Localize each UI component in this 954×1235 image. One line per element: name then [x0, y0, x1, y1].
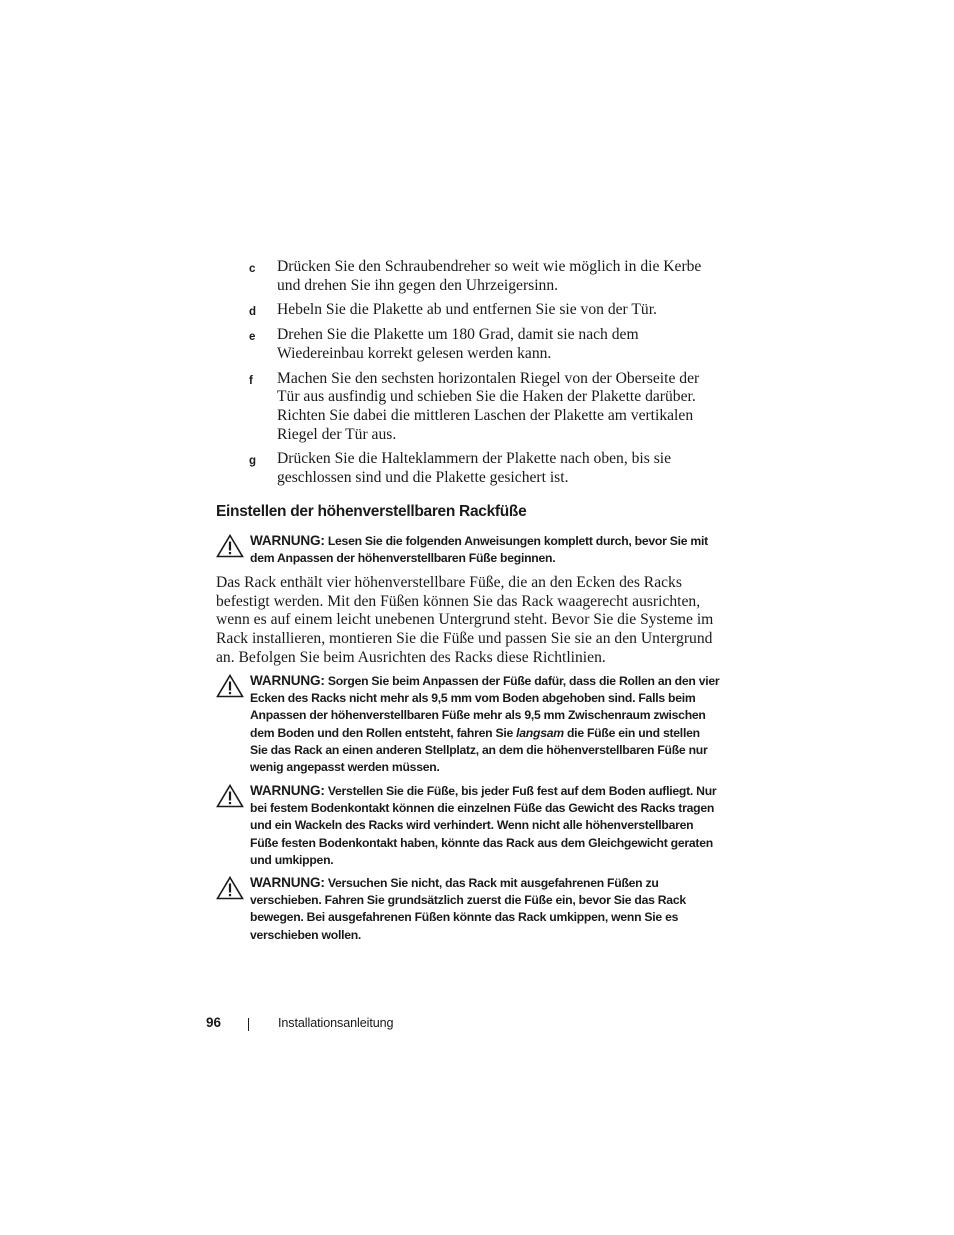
- step-letter: g: [249, 455, 257, 468]
- warning-triangle-icon: [216, 674, 244, 698]
- warning-note: [216, 672, 720, 776]
- step-text: Drücken Sie den Schraubendreher so weit wie möglich in die Kerbe und drehen Sie ihn gegen den Uhrzeigersinn.: [277, 258, 702, 294]
- warning-text: [250, 782, 720, 869]
- step-text: Drehen Sie die Plakette um 180 Grad, damit sie nach dem Wiedereinbau korrekt gelesen werden kann.: [277, 326, 639, 362]
- body-paragraph: Das Rack enthält vier höhenverstellbare Füße, die an den Ecken des Racks befestigt werden. Mit den Füßen können Sie das Rack waagerecht ausrichten, wenn es auf einem leicht unebenen Untergrund steht. Bevor Sie die Systeme im Rack installieren, montieren Sie die Füße und passen Sie sie an den Untergrund an. Befolgen Sie beim Ausrichten des Racks diese Richtlinien.: [216, 574, 714, 666]
- footer-separator: [248, 1018, 249, 1031]
- page-number: 96: [206, 1015, 222, 1030]
- step-item: [249, 450, 719, 487]
- warning-triangle-icon: [216, 534, 244, 558]
- warning-body: Verstellen Sie die Füße, bis jeder Fuß fest auf dem Boden aufliegt. Nur bei festem Bodenkontakt können die einzelnen Füße das Gewicht des Racks tragen und ein Wackeln des Racks wird verhindert. Wenn nicht alle höhenverstellbaren Füße festen Bodenkontakt haben, könnte das Rack aus dem Gleichgewicht geraten und umkippen.: [250, 784, 717, 867]
- footer-title: Installationsanleitung: [278, 1016, 394, 1030]
- step-list: [249, 258, 719, 494]
- warning-label: WARNUNG:: [250, 875, 325, 890]
- step-item: [249, 370, 719, 445]
- step-letter: c: [249, 263, 256, 275]
- section-heading: Einstellen der höhenverstellbaren Rackfüße: [216, 503, 527, 520]
- step-item: [249, 258, 719, 295]
- step-item: [249, 326, 719, 363]
- step-text: Machen Sie den sechsten horizontalen Riegel von der Oberseite der Tür aus ausfindig und schieben Sie die Haken der Plakette darüber. Richten Sie dabei die mittleren Laschen der Plakette am vertikalen Riegel der Tür aus.: [277, 369, 700, 443]
- warning-note: [216, 532, 720, 567]
- warning-text: [250, 532, 720, 567]
- warning-body: Sorgen Sie beim Anpassen der Füße dafür, dass die Rollen an den vier Ecken des Racks nicht mehr als 9,5 mm vom Boden abgehoben sind. Falls beim Anpassen der höhenverstellbaren Füße mehr als 9,5 mm Zwischenraum zwischen dem Boden und den Rollen entsteht, fahren Sie: [250, 674, 720, 740]
- step-letter: f: [249, 374, 253, 387]
- step-letter: d: [249, 306, 257, 319]
- warning-body: Versuchen Sie nicht, das Rack mit ausgefahrenen Füßen zu verschieben. Fahren Sie grundsätzlich zuerst die Füße ein, bevor Sie das Rack bewegen. Bei ausgefahrenen Füßen könnte das Rack umkippen, wenn Sie es verschieben wollen.: [250, 876, 686, 942]
- warning-body: Lesen Sie die folgenden Anweisungen komplett durch, bevor Sie mit dem Anpassen der höhenverstellbaren Füße beginnen.: [250, 534, 708, 566]
- step-text: Hebeln Sie die Plakette ab und entfernen Sie sie von der Tür.: [277, 301, 657, 319]
- step-letter: e: [249, 331, 256, 344]
- warning-note: [216, 782, 720, 869]
- warning-body-continued: die Füße ein und stellen Sie das Rack an einen anderen Stellplatz, an dem die höhenverstellbaren Füße nur wenig angepasst werden müssen.: [250, 725, 708, 775]
- warning-text: [250, 672, 720, 776]
- warning-triangle-icon: [216, 784, 244, 808]
- warning-emphasis: langsam: [516, 725, 564, 740]
- warning-note: [216, 874, 720, 944]
- warning-label: WARNUNG:: [250, 673, 325, 688]
- warning-triangle-icon: [216, 876, 244, 900]
- step-item: [249, 301, 719, 320]
- warning-text: [250, 874, 720, 944]
- warning-label: WARNUNG:: [250, 783, 325, 798]
- warning-label: WARNUNG:: [250, 533, 325, 548]
- step-text: Drücken Sie die Halteklammern der Plakette nach oben, bis sie geschlossen sind und die Plakette gesichert ist.: [277, 450, 672, 487]
